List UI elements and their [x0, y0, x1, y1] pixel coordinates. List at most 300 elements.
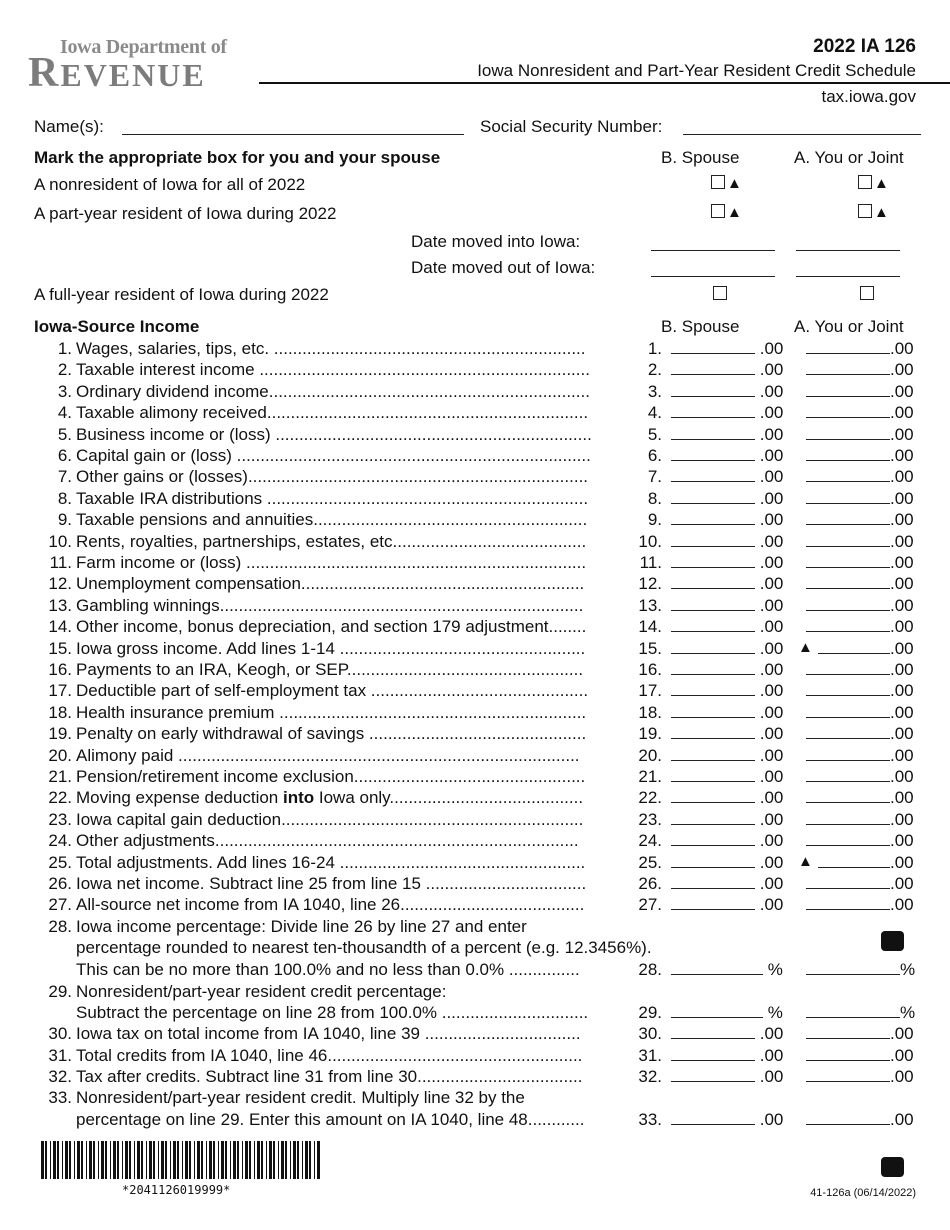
you-amount-field[interactable] — [806, 617, 914, 637]
cents: .00 — [890, 488, 914, 508]
checkbox-icon — [858, 175, 872, 189]
checkbox-icon — [711, 175, 725, 189]
you-amount-field[interactable] — [806, 574, 914, 594]
spouse-amount-field[interactable] — [671, 510, 783, 530]
line-ref: 8. — [647, 488, 662, 508]
cents: .00 — [890, 531, 914, 551]
you-amount-field[interactable] — [806, 703, 914, 723]
line-number: 7. — [57, 467, 72, 487]
you-amount-field[interactable] — [806, 1046, 914, 1066]
logo-rest: EVENUE — [60, 57, 206, 93]
line-ref: 26. — [638, 874, 662, 893]
line-row — [0, 788, 950, 810]
residency-col-you: A. You or Joint — [794, 148, 904, 167]
cents: .00 — [759, 424, 784, 444]
logo-line-1: Iowa Department of — [60, 36, 227, 58]
cents: .00 — [890, 467, 914, 487]
line-label: Ordinary dividend income.................................................................... — [76, 381, 590, 401]
spouse-amount-field[interactable] — [671, 339, 783, 359]
triangle-marker-icon: ▲ — [798, 852, 813, 870]
line-ref: 12. — [638, 574, 662, 594]
cents: .00 — [759, 745, 784, 765]
checkbox-icon — [858, 204, 872, 218]
cents: .00 — [759, 788, 784, 808]
line-number: 19. — [48, 724, 72, 744]
percent-sign: % — [767, 960, 783, 979]
residency-col-spouse: B. Spouse — [661, 148, 740, 167]
line-ref: 2. — [647, 360, 662, 380]
cents: .00 — [759, 488, 784, 508]
spouse-amount-field[interactable] — [671, 831, 783, 851]
triangle-marker-icon: ▲ — [874, 204, 889, 221]
line-label: Health insurance premium ................................................................. — [76, 702, 587, 722]
line-number: 18. — [48, 702, 72, 722]
barcode-text: *2041126019999* — [122, 1183, 231, 1197]
cents: .00 — [759, 831, 784, 851]
line-row — [0, 532, 950, 554]
cents: .00 — [759, 638, 784, 658]
spouse-amount-field[interactable] — [671, 467, 783, 487]
cents: .00 — [890, 1110, 914, 1129]
date-moved-in-label: Date moved into Iowa: — [411, 232, 581, 251]
spouse-amount-field[interactable] — [671, 810, 783, 830]
line-29-number: 29. — [48, 982, 72, 1001]
triangle-marker-icon: ▲ — [798, 638, 813, 656]
cents: .00 — [890, 702, 914, 722]
line-ref: 22. — [638, 788, 662, 808]
spouse-amount-field[interactable] — [671, 553, 783, 573]
line-label: Wages, salaries, tips, etc. .................................................................. — [76, 339, 586, 358]
scan-marker-icon — [881, 1157, 904, 1177]
form-id: 2022 IA 126 — [813, 36, 916, 57]
you-amount-field[interactable] — [806, 874, 914, 894]
line-label: Taxable alimony received.................................................................... — [76, 403, 589, 423]
cents: .00 — [759, 660, 784, 679]
spouse-amount-field[interactable] — [671, 788, 783, 808]
line-29-text-2: Subtract the percentage on line 28 from 100.0% ............................... — [76, 1003, 589, 1022]
triangle-marker-icon: ▲ — [727, 204, 742, 221]
line-number: 8. — [57, 488, 72, 508]
line-number: 23. — [48, 809, 72, 829]
line-row — [0, 339, 950, 361]
spouse-amount-field[interactable] — [671, 403, 783, 423]
cents: .00 — [759, 1067, 784, 1086]
ssn-label: Social Security Number: — [480, 117, 663, 136]
you-amount-field[interactable] — [806, 1024, 914, 1044]
line-number: 26. — [48, 874, 72, 893]
line-number: 13. — [48, 595, 72, 615]
line-ref: 27. — [638, 895, 662, 915]
name-field[interactable] — [122, 119, 464, 135]
line-number: 24. — [48, 831, 72, 851]
cents: .00 — [759, 874, 784, 893]
cents: .00 — [890, 510, 914, 530]
cents: .00 — [890, 895, 914, 915]
you-amount-field[interactable] — [806, 360, 914, 380]
cents: .00 — [890, 809, 914, 829]
line-row — [0, 853, 950, 875]
line-33-spouse-field[interactable] — [671, 1110, 783, 1130]
spouse-amount-field[interactable] — [671, 703, 783, 723]
part-year-label: A part-year resident of Iowa during 2022 — [34, 204, 337, 223]
line-ref: 5. — [647, 424, 662, 444]
line-number: 12. — [48, 574, 72, 594]
line-row — [0, 703, 950, 725]
cents: .00 — [759, 403, 784, 423]
ssn-field[interactable] — [683, 119, 921, 135]
line-label: Deductible part of self-employment tax .............................................. — [76, 681, 589, 701]
line-ref: 13. — [638, 595, 662, 615]
cents: .00 — [890, 724, 914, 744]
you-amount-field[interactable] — [818, 639, 914, 659]
you-amount-field[interactable] — [806, 382, 914, 402]
line-ref: 14. — [638, 617, 662, 637]
line-label: Payments to an IRA, Keogh, or SEP.................................................. — [76, 660, 584, 679]
line-label-part: Iowa only......................................... — [314, 788, 584, 808]
cents: .00 — [890, 831, 914, 851]
line-row — [0, 467, 950, 489]
line-ref: 17. — [638, 681, 662, 701]
line-number: 9. — [57, 510, 72, 530]
nonresident-label: A nonresident of Iowa for all of 2022 — [34, 175, 306, 194]
full-year-you-checkbox[interactable] — [860, 286, 874, 304]
you-amount-field[interactable] — [806, 788, 914, 808]
line-number: 1. — [57, 339, 72, 358]
line-ref: 9. — [647, 510, 662, 530]
cents: .00 — [890, 852, 914, 872]
cents: .00 — [890, 339, 914, 358]
percent-sign: % — [900, 1003, 916, 1022]
you-amount-field[interactable] — [806, 532, 914, 552]
you-amount-field[interactable] — [806, 831, 914, 851]
income-col-you: A. You or Joint — [794, 317, 904, 336]
spouse-amount-field[interactable] — [671, 382, 783, 402]
line-label: Pension/retirement income exclusion................................................. — [76, 767, 586, 786]
spouse-amount-field[interactable] — [671, 360, 783, 380]
you-amount-field[interactable] — [806, 660, 914, 680]
income-col-spouse: B. Spouse — [661, 317, 740, 336]
you-amount-field[interactable] — [806, 510, 914, 530]
cents: .00 — [890, 381, 914, 401]
line-number: 5. — [57, 424, 72, 444]
cents: .00 — [890, 638, 914, 658]
date-moved-out-label: Date moved out of Iowa: — [411, 258, 596, 277]
line-number: 16. — [48, 660, 72, 679]
line-label: Rents, royalties, partnerships, estates, etc......................................... — [76, 531, 587, 551]
cents: .00 — [759, 724, 784, 744]
cents: .00 — [890, 1067, 914, 1086]
scan-marker-icon — [881, 931, 904, 951]
line-label: Taxable pensions and annuities.......................................................... — [76, 510, 588, 530]
line-label: Unemployment compensation............................................................ — [76, 574, 585, 594]
line-label: Iowa net income. Subtract line 25 from line 15 .................................. — [76, 874, 587, 893]
line-row — [0, 574, 950, 596]
line-28-spouse-field[interactable] — [671, 960, 783, 980]
line-label: Penalty on early withdrawal of savings .............................................. — [76, 724, 587, 744]
part-year-you-checkbox[interactable] — [858, 204, 889, 222]
spouse-amount-field[interactable] — [671, 895, 783, 915]
name-label: Name(s): — [34, 117, 104, 136]
spouse-amount-field[interactable] — [671, 574, 783, 594]
line-row — [0, 746, 950, 768]
cents: .00 — [890, 553, 914, 572]
line-label — [76, 788, 583, 808]
you-amount-field[interactable] — [806, 553, 914, 573]
line-row — [0, 425, 950, 447]
cents: .00 — [890, 595, 914, 615]
cents: .00 — [759, 895, 784, 915]
line-number: 21. — [48, 767, 72, 786]
line-row — [0, 596, 950, 618]
you-amount-field[interactable] — [806, 446, 914, 466]
spouse-amount-field[interactable] — [671, 724, 783, 744]
line-number: 32. — [48, 1067, 72, 1086]
line-label: All-source net income from IA 1040, line 26....................................... — [76, 895, 585, 915]
line-label: Total adjustments. Add lines 16-24 .................................................... — [76, 852, 586, 872]
line-label: Iowa gross income. Add lines 1-14 .................................................... — [76, 638, 586, 658]
you-amount-field[interactable] — [806, 489, 914, 509]
line-ref: 32. — [638, 1067, 662, 1086]
line-label: Farm income or (loss) ........................................................................ — [76, 553, 587, 572]
line-row — [0, 617, 950, 639]
line-row — [0, 724, 950, 746]
you-amount-field[interactable] — [806, 810, 914, 830]
you-amount-field[interactable] — [806, 724, 914, 744]
line-ref: 21. — [638, 767, 662, 786]
you-amount-field[interactable] — [806, 467, 914, 487]
you-amount-field[interactable] — [806, 746, 914, 766]
line-33-text-2: percentage on line 29. Enter this amount on IA 1040, line 48............ — [76, 1110, 585, 1129]
cents: .00 — [759, 339, 784, 358]
line-label: Other income, bonus depreciation, and section 179 adjustment........ — [76, 617, 587, 637]
cents: .00 — [890, 1045, 914, 1065]
line-row — [0, 360, 950, 382]
cents: .00 — [759, 702, 784, 722]
you-amount-field[interactable] — [806, 1067, 914, 1087]
barcode-bars — [41, 1141, 323, 1185]
cents: .00 — [759, 574, 784, 594]
line-row — [0, 895, 950, 917]
spouse-amount-field[interactable] — [671, 660, 783, 680]
line-ref: 18. — [638, 702, 662, 722]
line-ref: 20. — [638, 745, 662, 765]
line-label: Iowa tax on total income from IA 1040, line 39 ................................. — [76, 1024, 581, 1043]
line-number: 4. — [57, 403, 72, 423]
line-29-you-field[interactable] — [806, 1003, 915, 1023]
percent-sign: % — [767, 1003, 783, 1022]
spouse-amount-field[interactable] — [671, 425, 783, 445]
line-label: Total credits from IA 1040, line 46...................................................... — [76, 1045, 583, 1065]
nonresident-you-checkbox[interactable] — [858, 175, 889, 193]
cents: .00 — [759, 510, 784, 530]
line-row — [0, 510, 950, 532]
you-amount-field[interactable] — [818, 853, 914, 873]
line-row — [0, 660, 950, 682]
line-28-text-2: percentage rounded to nearest ten-thousandth of a percent (e.g. 12.3456%). — [76, 938, 652, 957]
spouse-amount-field[interactable] — [671, 746, 783, 766]
line-row — [0, 810, 950, 832]
line-label: Gambling winnings............................................................................. — [76, 595, 584, 615]
line-label: Other adjustments............................................................................. — [76, 831, 579, 851]
line-28-ref: 28. — [638, 960, 662, 979]
logo-initial: R — [28, 50, 61, 96]
line-number: 6. — [57, 446, 72, 465]
cents: .00 — [890, 745, 914, 765]
line-label: Alimony paid ..................................................................................... — [76, 745, 580, 765]
cents: .00 — [759, 1110, 784, 1129]
line-ref: 6. — [647, 446, 662, 465]
cents: .00 — [890, 1024, 914, 1043]
cents: .00 — [890, 788, 914, 808]
checkbox-icon — [860, 286, 874, 300]
line-number: 27. — [48, 895, 72, 915]
date-moved-out-you-field[interactable] — [796, 261, 900, 277]
line-ref: 31. — [638, 1045, 662, 1065]
part-year-spouse-checkbox[interactable] — [711, 204, 742, 222]
spouse-amount-field[interactable] — [671, 853, 783, 873]
line-28-text-1: Iowa income percentage: Divide line 26 by line 27 and enter — [76, 917, 527, 936]
cents: .00 — [890, 403, 914, 423]
line-ref: 10. — [638, 531, 662, 551]
cents: .00 — [759, 595, 784, 615]
line-label-emphasis: into — [282, 788, 315, 808]
line-label: Tax after credits. Subtract line 31 from line 30................................... — [76, 1067, 583, 1086]
checkbox-icon — [713, 286, 727, 300]
checkbox-icon — [711, 204, 725, 218]
you-amount-field[interactable] — [806, 596, 914, 616]
header-divider — [259, 82, 950, 84]
cents: .00 — [759, 809, 784, 829]
cents: .00 — [759, 360, 784, 380]
spouse-amount-field[interactable] — [671, 489, 783, 509]
line-28-you-field[interactable] — [806, 960, 915, 980]
cents: .00 — [759, 681, 784, 701]
cents: .00 — [759, 446, 784, 465]
you-amount-field[interactable] — [806, 681, 914, 701]
cents: .00 — [759, 852, 784, 872]
line-ref: 25. — [638, 852, 662, 872]
spouse-amount-field[interactable] — [671, 617, 783, 637]
nonresident-spouse-checkbox[interactable] — [711, 175, 742, 193]
full-year-label: A full-year resident of Iowa during 2022 — [34, 285, 329, 304]
line-row — [0, 1046, 950, 1068]
line-row — [0, 831, 950, 853]
line-ref: 16. — [638, 660, 662, 679]
line-label: Taxable interest income ...................................................................... — [76, 360, 590, 380]
line-row — [0, 874, 950, 896]
line-ref: 23. — [638, 809, 662, 829]
you-amount-field[interactable] — [806, 895, 914, 915]
cents: .00 — [890, 681, 914, 701]
line-row — [0, 382, 950, 404]
spouse-amount-field[interactable] — [671, 596, 783, 616]
spouse-amount-field[interactable] — [671, 767, 783, 787]
spouse-amount-field[interactable] — [671, 681, 783, 701]
line-label: Other gains or (losses)........................................................................ — [76, 467, 589, 487]
cents: .00 — [759, 381, 784, 401]
spouse-amount-field[interactable] — [671, 446, 783, 466]
cents: .00 — [890, 874, 914, 893]
percent-sign: % — [900, 960, 916, 979]
line-number: 25. — [48, 852, 72, 872]
you-amount-field[interactable] — [806, 425, 914, 445]
triangle-marker-icon: ▲ — [727, 175, 742, 192]
line-label: Capital gain or (loss) ........................................................................... — [76, 446, 591, 465]
logo-revenue — [28, 49, 206, 97]
full-year-spouse-checkbox[interactable] — [713, 286, 727, 304]
line-row — [0, 681, 950, 703]
line-label: Taxable IRA distributions .................................................................... — [76, 488, 589, 508]
line-number: 11. — [49, 553, 72, 572]
line-ref: 30. — [638, 1024, 662, 1043]
cents: .00 — [890, 446, 914, 465]
line-ref: 3. — [647, 381, 662, 401]
line-label: Iowa capital gain deduction................................................................ — [76, 809, 584, 829]
line-row — [0, 639, 950, 661]
cents: .00 — [890, 660, 914, 679]
form-revision: 41-126a (06/14/2022) — [810, 1187, 916, 1199]
date-moved-out-spouse-field[interactable] — [651, 261, 775, 277]
spouse-amount-field[interactable] — [671, 1024, 783, 1044]
date-moved-in-you-field[interactable] — [796, 235, 900, 251]
line-row — [0, 1067, 950, 1089]
date-moved-in-spouse-field[interactable] — [651, 235, 775, 251]
line-number: 15. — [48, 638, 72, 658]
line-33-you-field[interactable] — [806, 1110, 914, 1130]
residency-heading: Mark the appropriate box for you and your spouse — [34, 148, 441, 167]
line-row — [0, 446, 950, 468]
cents: .00 — [759, 1045, 784, 1065]
cents: .00 — [890, 360, 914, 380]
spouse-amount-field[interactable] — [671, 874, 783, 894]
line-row — [0, 403, 950, 425]
line-29-ref: 29. — [638, 1003, 662, 1022]
you-amount-field[interactable] — [806, 403, 914, 423]
line-ref: 24. — [638, 831, 662, 851]
spouse-amount-field[interactable] — [671, 639, 783, 659]
cents: .00 — [759, 467, 784, 487]
line-ref: 11. — [639, 553, 662, 572]
line-label-part: Moving expense deduction — [76, 788, 283, 808]
line-number: 14. — [48, 617, 72, 637]
line-number: 20. — [48, 745, 72, 765]
line-ref: 4. — [647, 403, 662, 423]
line-number: 10. — [48, 531, 72, 551]
form-title: Iowa Nonresident and Part-Year Resident Credit Schedule — [477, 61, 916, 80]
cents: .00 — [890, 574, 914, 594]
cents: .00 — [890, 617, 914, 637]
triangle-marker-icon: ▲ — [874, 175, 889, 192]
cents: .00 — [890, 424, 914, 444]
barcode — [41, 1141, 323, 1185]
cents: .00 — [759, 1024, 784, 1043]
spouse-amount-field[interactable] — [671, 1046, 783, 1066]
line-ref: 1. — [647, 339, 662, 358]
line-number: 3. — [57, 381, 72, 401]
line-29-spouse-field[interactable] — [671, 1003, 783, 1023]
line-number: 31. — [48, 1045, 72, 1065]
spouse-amount-field[interactable] — [671, 532, 783, 552]
line-33-number: 33. — [48, 1088, 72, 1107]
you-amount-field[interactable] — [806, 339, 914, 359]
line-ref: 19. — [638, 724, 662, 744]
line-row — [0, 1024, 950, 1046]
spouse-amount-field[interactable] — [671, 1067, 783, 1087]
line-28-number: 28. — [48, 917, 72, 936]
website: tax.iowa.gov — [821, 87, 916, 106]
line-row — [0, 767, 950, 789]
you-amount-field[interactable] — [806, 767, 914, 787]
